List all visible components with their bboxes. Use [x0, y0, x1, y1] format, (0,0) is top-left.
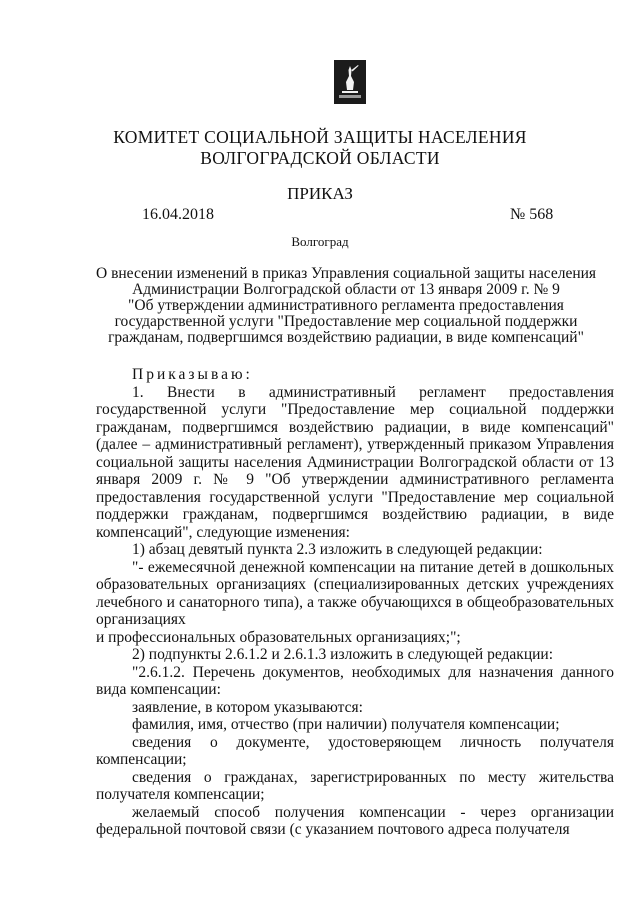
- document-type: ПРИКАЗ: [287, 184, 353, 203]
- document-number: № 568: [510, 206, 554, 223]
- paragraph-payment-method: желаемый способ получения компенсации - через организации федеральной почтовой связи (с указанием почтового адреса получателя: [96, 803, 614, 838]
- document-body: [96, 366, 614, 839]
- title-line: гражданам, подвергшимся воздействию радиации, в виде компенсаций": [108, 329, 584, 346]
- quoted-paragraph-end: и профессиональных образовательных организациях;";: [96, 628, 461, 646]
- paragraph-application: заявление, в котором указываются:: [132, 698, 363, 716]
- paragraph-identity-doc: сведения о документе, удостоверяющем личность получателя компенсации;: [96, 733, 614, 768]
- paragraph-2-6-1-2: "2.6.1.2. Перечень документов, необходимых для назначения данного вида компенсации:: [96, 663, 614, 698]
- document-city: Волгоград: [291, 234, 349, 249]
- order-word: Приказываю:: [132, 366, 253, 383]
- paragraph-full-name: фамилия, имя, отчество (при наличии) получателя компенсации;: [132, 716, 560, 733]
- quoted-paragraph: "- ежемесячной денежной компенсации на питание детей в дошкольных образовательных организациях (специализированных детских учреждениях лечебного и санаторного типа), а также обучающихся в общеобразовательных организациях: [96, 558, 614, 628]
- paragraph-registered-citizens: сведения о гражданах, зарегистрированных по месту жительства получателя компенсации;: [96, 768, 614, 803]
- document-title: [96, 266, 596, 346]
- paragraph-subitem-2: 2) подпункты 2.6.1.2 и 2.6.1.3 изложить в следующей редакции:: [132, 646, 554, 663]
- volgograd-coat-of-arms-icon: [334, 60, 366, 104]
- title-line: "Об утверждении административного регламента предоставления: [128, 297, 564, 314]
- title-line: Администрации Волгоградской области от 13 января 2009 г. № 9: [132, 281, 560, 298]
- document-date: 16.04.2018: [142, 206, 214, 223]
- organization-name-line-1: КОМИТЕТ СОЦИАЛЬНОЙ ЗАЩИТЫ НАСЕЛЕНИЯ: [113, 127, 527, 147]
- organization-name-line-2: ВОЛГОГРАДСКОЙ ОБЛАСТИ: [200, 148, 440, 168]
- paragraph-item-1: 1. Внести в административный регламент предоставления государственной услуги "Предоставление мер социальной поддержки гражданам, подвергшимся воздействию радиации, в виде компенсаций" (далее – административный регламент), утвержденный приказом Управления социальной защиты населения Администрации Волгоградской области от 13 января 2009 г. № 9 "Об утверждении административного регламента предоставления государственной услуги "Предоставление мер социальной поддержки гражданам, подвергшимся воздействию радиации, в виде компенсаций", следующие изменения:: [96, 383, 614, 541]
- title-line: государственной услуги "Предоставление мер социальной поддержки: [114, 313, 578, 330]
- paragraph-subitem-1: 1) абзац девятый пункта 2.3 изложить в следующей редакции:: [132, 541, 543, 558]
- title-line: О внесении изменений в приказ Управления социальной защиты населения: [96, 265, 597, 282]
